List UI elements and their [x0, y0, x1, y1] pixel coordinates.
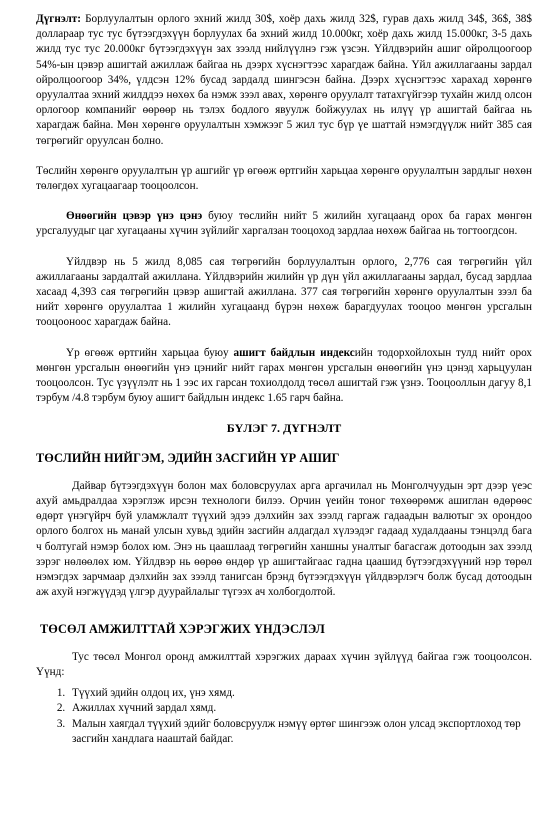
conclusion-text: Борлуулалтын орлого эхний жилд 30$, хоёр дахь жилд 32$, гурав дахь жилд 34$, 36$, 38$ доллараар тус тус бүтээгдэхүүн борлуулах ба эхний жилд 10.000кг, хоёр дахь жилд 15.000кг, 3-5 дахь жилд тус тус 20.000кг бүтээгдэхүүн зах зээлд нийлүүлнэ гэж үзсэн. Үйлдвэрийн ашиг ойролцоогоор 54%-ын цэвэр ашигтай ажиллаж байгаа нь дээрх хүснэгтээс харагдаж байна. Үйл ажиллагааны зардал ойролцоогоор 34%, үлдсэн 12% бусад зардалд шингэсэн байна. Дээрх хүснэгтээс харахад хөрөнгө оруулалтаа эхний жилддээ нөхөх ба нэмж зээл авах, хөрөнгө оруулалт татахгүйгээр тухайн жилд олсон орлогоор компанийг өөрөөр нь тэлэх бодлого явуулж бойжуулах нь илүү үр ашигтай байгаа нь харагдаж байна. Мөн хөрөнгө оруулалтын хэмжээг 5 жил тус бүр үе шаттай нэмэгдүүлж нийт 385 сая төгрөгийг оруулсан болно.: [36, 13, 532, 147]
factory-results-paragraph: Үйлдвэр нь 5 жилд 8,085 сая төгрөгийн борлуулалтын орлого, 2,776 сая төгрөгийн үйл ажиллагааны зардалтай ажиллана. Үйлдвэрийн жилийн үр дүн үйл ажиллагааны зардал, бусад зардлаа хасаад 4,393 сая төгрөгийн цэвэр ашигтай ажиллана. 377 сая төгрөгийн хөрөнгө оруулалтын зээл ба нийт хөрөнгө оруулалтаа 1 жилийн хугацаанд бүрэн нөхөж барагдуулах тооцоо мөнгөн урсгалын тооцооноос харагдаж байна.: [36, 255, 532, 329]
conclusion-lead: Дүгнэлт:: [36, 13, 81, 25]
social-economic-paragraph: Дайвар бүтээгдэхүүн болон мах боловсруулах арга аргачилал нь Монголчуудын эрт дээр үеэс ахуй амьдралдаа хэрэглэж ирсэн технологи билээ. Орчин үеийн тоног төхөөрөмж ашиглан өдөрөөс өдөрт үнэгүйрч буй уламжлалт түүхий эдээ дэлхийн зах зээлд гаргаж гадаадын валютыг эх орондоо орлого болгох нь манай улсын хувьд эдийн засгийн алдагдал хүлээдэг гадаад худалдааны тэнцэлд бага ч болтугай нэмэр болох юм. Энэ нь цаашлаад төгрөгийн ханшны уналтыг багасгаж дотоодын зах зээлд зэрэг нөлөөлөх юм. Үйлдвэр нь өөрөө өндөр үр ашигтайгаас гадна цаашид бүтээгдэхүүний нэр төрөл нэмэгдэх зарчмаар дэлхийн зах зээлд танигсан брэнд бүтээгдэхүүн үйлдвэрлэгч болж бусад дотоодын аж ахуй нэгжүүдэд үлгэр дуурайлалыг түгээх ач холбогдолтой.: [36, 479, 532, 599]
npv-text: буюу төслийн нийт 5 жилийн хугацаанд орох ба гарах мөнгөн урсгалуудыг цаг хугацааны хүчин зүйлийг харгалзан тооцоход зардлаа нөхөж байгаа нь тогтоогдсон.: [36, 210, 532, 238]
npv-paragraph: [36, 209, 532, 239]
profitability-text-before: Үр өгөөж өртгийн харьцаа буюу: [66, 346, 234, 359]
profitability-index-paragraph: [36, 346, 532, 407]
list-item: 2. Ажиллах хүчний зардал хямд.: [68, 701, 532, 716]
conclusion-paragraph: [36, 12, 532, 149]
social-economic-heading: ТӨСЛИЙН НИЙГЭМ, ЭДИЙН ЗАСГИЙН ҮР АШИГ: [36, 450, 340, 465]
npv-term: Өнөөгийн цэвэр үнэ цэнэ: [66, 210, 203, 223]
profitability-index-term: ашигт байдлын индекс: [233, 346, 355, 359]
list-item: 1. Түүхий эдийн олдоц их, үнэ хямд.: [68, 686, 532, 701]
success-rationale-heading: ТӨСӨЛ АМЖИЛТТАЙ ХЭРЭГЖИХ ҮНДЭСЛЭЛ: [40, 621, 325, 636]
profitability-text-after: ийн тодорхойлохын тулд нийт орох мөнгөн урсгалын өнөөгийн үнэ цэнийг нийт гарах мөнгөн урсгалын өнөөгийн үнэ цэнэд харьцуулан тооцоолсон. Тус үзүүлэлт нь 1 ээс их гарсан тохиолдолд төсөл ашигтай гэж үзнэ. Тооцооллын дагуу 8,1 тэрбум /4.8 тэрбум буюу ашигт байдлын индекс 1.65 гарч байна.: [36, 346, 532, 405]
investment-efficiency-paragraph: Төслийн хөрөнгө оруулалтын үр ашгийг үр өгөөж өртгийн харьцаа хөрөнгө оруулалтын зардлыг нөхөн төлөгдөх хугацаагаар тооцоолсон.: [36, 164, 532, 193]
success-factors-list: [36, 686, 532, 747]
document-page: [36, 12, 532, 747]
chapter-title: БҮЛЭГ 7. ДҮГНЭЛТ: [226, 421, 342, 436]
success-factors-intro: Тус төсөл Монгол оронд амжилттай хэрэгжих дараах хүчин зүйлүүд байгаа гэж тооцоолсон. Үүнд:: [36, 650, 532, 678]
list-item: 3. Малын хаягдал түүхий эдийг боловсруулж нэмүү өртөг шингээж олон улсад экспортлоход төр засгийн хандлага нааштай байдаг.: [68, 717, 532, 747]
